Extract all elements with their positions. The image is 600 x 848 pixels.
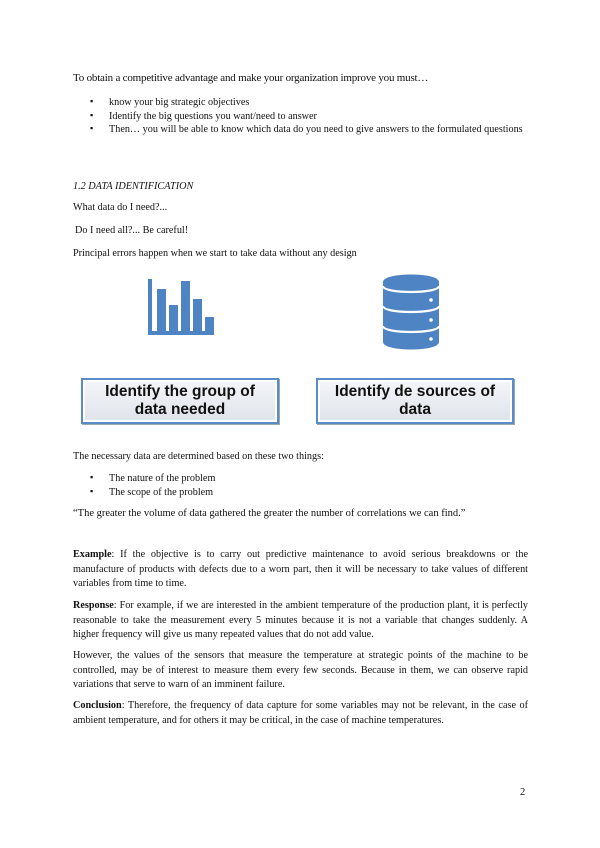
conclusion-text: : Therefore, the frequency of data capture for some variables may not be relevant, in the case of ambient temperature, and for others it may be critical, in the case of machine temperatures.: [73, 700, 528, 726]
intro-line: To obtain a competitive advantage and make your organization improve you must…: [73, 72, 429, 84]
factors-list: [90, 472, 510, 499]
quote-line: “The greater the volume of data gathered the greater the number of correlations we can find.”: [73, 508, 466, 519]
conclusion-label: Conclusion: [73, 700, 122, 711]
database-icon: [383, 274, 439, 350]
identify-sources-box: Identify de sources of data: [316, 378, 514, 424]
response-text: : For example, if we are interested in the ambient temperature of the production plant, it is perfectly reasonable to take the measurement every 5 minutes because it is not a variable that changes suddenly. A higher frequency will give us many repeated values that do not add value.: [73, 600, 528, 641]
objectives-list: [90, 96, 530, 137]
response-label: Response: [73, 600, 114, 611]
principal-errors-line: Principal errors happen when we start to take data without any design: [73, 248, 357, 259]
however-paragraph: However, the values of the sensors that measure the temperature at strategic points of the machine to be controlled, may be of interest to measure them every few seconds. Because in them, we can observe rapid variations that serve to warn of an imminent failure.: [73, 650, 528, 691]
bar-chart-icon: [148, 279, 218, 335]
identify-group-box: Identify the group of data needed: [81, 378, 279, 424]
list-item: ▪ know your big strategic objectives: [90, 96, 530, 110]
conclusion-paragraph: [73, 699, 528, 728]
list-item: ▪ Identify the big questions you want/need to answer: [90, 110, 530, 124]
list-item: ▪ The nature of the problem: [90, 472, 510, 486]
question-need-all: Do I need all?... Be careful!: [75, 225, 189, 236]
example-paragraph: [73, 548, 528, 592]
example-label: Example: [73, 549, 112, 560]
example-text: : If the objective is to carry out predictive maintenance to avoid serious breakdowns or the manufacture of products with defects due to a worn part, then it will be necessary to take values of different variables from time to time.: [73, 549, 528, 590]
list-item: ▪ The scope of the problem: [90, 486, 510, 500]
question-what-data: What data do I need?...: [73, 202, 168, 213]
determined-line: The necessary data are determined based on these two things:: [73, 451, 324, 462]
list-item: ▪ Then… you will be able to know which data do you need to give answers to the formulated questions: [90, 123, 530, 137]
section-title: 1.2 DATA IDENTIFICATION: [73, 181, 194, 192]
response-paragraph: [73, 599, 528, 643]
page-number: 2: [520, 787, 526, 798]
